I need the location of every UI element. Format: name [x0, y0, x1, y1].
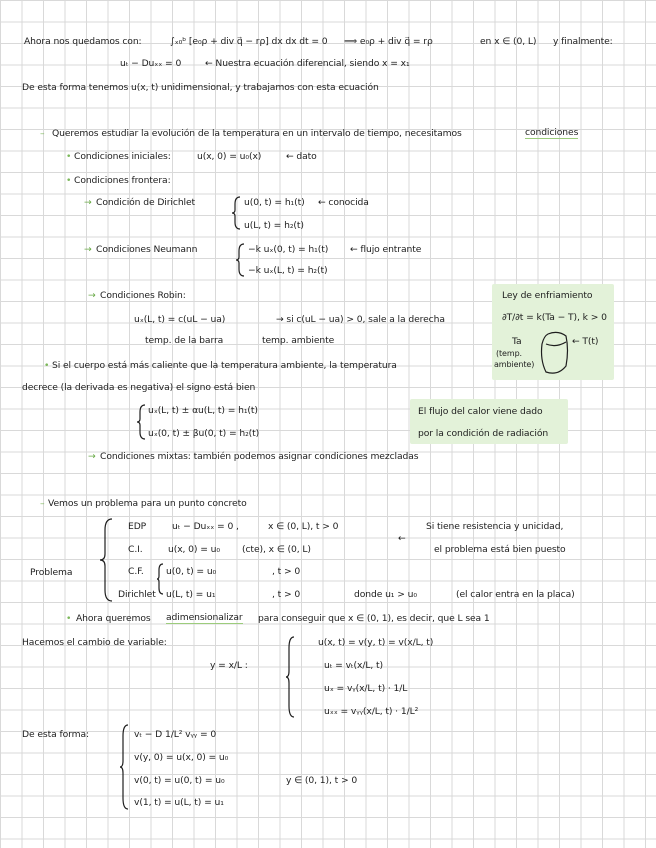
- edp-domain: x ∈ (0, L), t > 0: [268, 521, 339, 532]
- change-var-eq-4: uₓₓ = vᵧᵧ(x/L, t) · 1/L²: [324, 706, 419, 717]
- cf-value: u(0, t) = u₀: [166, 566, 217, 577]
- arrow-left-icon: ←: [398, 533, 406, 544]
- final-eq-3: v(0, t) = u(0, t) = u₀: [134, 775, 225, 786]
- robin-note: → si c(uL − ua) > 0, sale a la derecha: [276, 314, 445, 325]
- bullet-dot: •: [66, 175, 72, 186]
- brace-problema: [100, 518, 114, 602]
- cooling-ambiente: ambiente): [494, 360, 535, 369]
- text-condiciones-mixtas: Condiciones mixtas: también podemos asignar condiciones mezcladas: [100, 451, 419, 462]
- bullet-dot: •: [66, 151, 72, 162]
- final-eq-2: v(y, 0) = u(x, 0) = u₀: [134, 752, 229, 763]
- edp-value: uₜ − Duₓₓ = 0 ,: [172, 521, 239, 532]
- label-temp-ambiente: temp. ambiente: [262, 335, 335, 346]
- robin-eq-2: uₓ(0, t) ± βu(0, t) = h₂(t): [148, 428, 260, 439]
- diff-equation-note: ← Nuestra ecuación diferencial, siendo x = x₁: [205, 58, 410, 69]
- dirichlet-note: ← conocida: [318, 197, 369, 208]
- brace-dirichlet: [232, 196, 242, 230]
- cooling-ta: Ta: [512, 336, 522, 347]
- dirichlet-eq-1: u(0, t) = h₁(t): [244, 197, 305, 208]
- note-bien-puesto: el problema está bien puesto: [434, 544, 566, 555]
- radiation-line-2: por la condición de radiación: [418, 428, 549, 439]
- cooling-equation: ∂T/∂t = k(Ta − T), k > 0: [502, 312, 607, 323]
- bullet-dash: –: [40, 128, 45, 139]
- diff-equation: uₜ − Duₓₓ = 0: [120, 58, 182, 69]
- label-temp-barra: temp. de la barra: [145, 335, 224, 346]
- cf-domain: , t > 0: [272, 566, 301, 577]
- dirichlet-eq-2: u(L, t) = h₂(t): [244, 220, 304, 231]
- text-de-esta-forma-2: De esta forma:: [22, 729, 89, 740]
- dirichlet-key: Dirichlet: [118, 589, 156, 600]
- cup-icon: [536, 330, 572, 378]
- brace-neumann: [236, 243, 246, 277]
- arrow-right-icon: →: [88, 451, 96, 462]
- arrow-right-icon: →: [84, 244, 92, 255]
- change-var-eq-1: u(x, t) = v(y, t) = v(x/L, t): [318, 637, 434, 648]
- final-eq-1: vₜ − D 1/L² vᵧᵧ = 0: [134, 729, 217, 740]
- brace-change-var: [286, 636, 296, 718]
- label-problema: Problema: [30, 567, 73, 578]
- label-robin: Condiciones Robin:: [100, 290, 186, 301]
- text-para-conseguir: para conseguir que x ∈ (0, 1), es decir, que L sea 1: [258, 613, 490, 624]
- cf-key: C.F.: [128, 566, 144, 577]
- text-calor-entra: (el calor entra en la placa): [456, 589, 575, 600]
- text-queremos: Queremos estudiar la evolución de la temperatura en un intervalo de tiempo, necesitamos: [52, 128, 462, 139]
- robin-eq: uₓ(L, t) = c(uL − ua): [134, 314, 226, 325]
- text-decrece: decrece (la derivada es negativa) el signo está bien: [22, 382, 256, 393]
- note-resistencia: Si tiene resistencia y unicidad,: [426, 521, 564, 532]
- ci-const: (cte), x ∈ (0, L): [242, 544, 311, 555]
- final-domain: y ∈ (0, 1), t > 0: [286, 775, 358, 786]
- ci-key: C.I.: [128, 544, 143, 555]
- cooling-temp: (temp.: [496, 349, 522, 358]
- text-ahora-queremos: Ahora queremos: [76, 613, 151, 624]
- text-donde: donde u₁ > u₀: [354, 589, 417, 600]
- text-ahora: Ahora nos quedamos con:: [24, 36, 142, 47]
- bullet-dot: •: [44, 360, 50, 371]
- neumann-note: ← flujo entrante: [350, 244, 422, 255]
- change-var-y: y = x/L :: [210, 660, 248, 671]
- cooling-title: Ley de enfriamiento: [502, 290, 593, 301]
- neumann-eq-1: −k uₓ(0, t) = h₁(t): [248, 244, 329, 255]
- radiation-line-1: El flujo del calor viene dado: [418, 406, 543, 417]
- text-finalmente: y finalmente:: [553, 36, 613, 47]
- label-condiciones-frontera: Condiciones frontera:: [74, 175, 171, 186]
- integral-equation: ∫ₓ₀ᵇ [e₀ρ + div q⃗ − rρ] dx dx dt = 0: [170, 36, 328, 47]
- text-hacemos-cambio: Hacemos el cambio de variable:: [22, 637, 167, 648]
- label-neumann: Condiciones Neumann: [96, 244, 198, 255]
- cooling-tt: ← T(t): [572, 336, 599, 347]
- robin-eq-1: uₓ(L, t) ± αu(L, t) = h₁(t): [148, 405, 258, 416]
- dirichlet-domain: , t > 0: [272, 589, 301, 600]
- initial-condition: u(x, 0) = u₀(x): [197, 151, 262, 162]
- text-condiciones: condiciones: [525, 127, 579, 138]
- text-vemos: Vemos un problema para un punto concreto: [48, 498, 247, 509]
- result-equation: ⟹ e₀ρ + div q⃗ = rρ: [344, 36, 433, 47]
- final-eq-4: v(1, t) = u(L, t) = u₁: [134, 797, 224, 808]
- text-si-el-cuerpo: Si el cuerpo está más caliente que la temperatura ambiente, la temperatura: [52, 360, 397, 371]
- initial-condition-note: ← dato: [286, 151, 317, 162]
- text-de-esta-forma: De esta forma tenemos u(x, t) unidimensional, y trabajamos con esta ecuación: [22, 82, 379, 93]
- domain-text: en x ∈ (0, L): [480, 36, 537, 47]
- brace-robin: [137, 404, 147, 440]
- change-var-eq-2: uₜ = vₜ(x/L, t): [324, 660, 383, 671]
- ci-value: u(x, 0) = u₀: [168, 544, 220, 555]
- neumann-eq-2: −k uₓ(L, t) = h₂(t): [248, 265, 328, 276]
- arrow-right-icon: →: [88, 290, 96, 301]
- label-dirichlet: Condición de Dirichlet: [96, 197, 196, 208]
- brace-final: [120, 724, 130, 810]
- bullet-dash: –: [40, 498, 45, 509]
- text-adimensionalizar: adimensionalizar: [166, 612, 243, 623]
- brace-cf: [157, 563, 165, 595]
- dirichlet-value: u(L, t) = u₁: [166, 589, 216, 600]
- change-var-eq-3: uₓ = vᵧ(x/L, t) · 1/L: [324, 683, 408, 694]
- bullet-dot: •: [66, 613, 72, 624]
- edp-key: EDP: [128, 521, 147, 532]
- label-condiciones-iniciales: Condiciones iniciales:: [74, 151, 171, 162]
- arrow-right-icon: →: [84, 197, 92, 208]
